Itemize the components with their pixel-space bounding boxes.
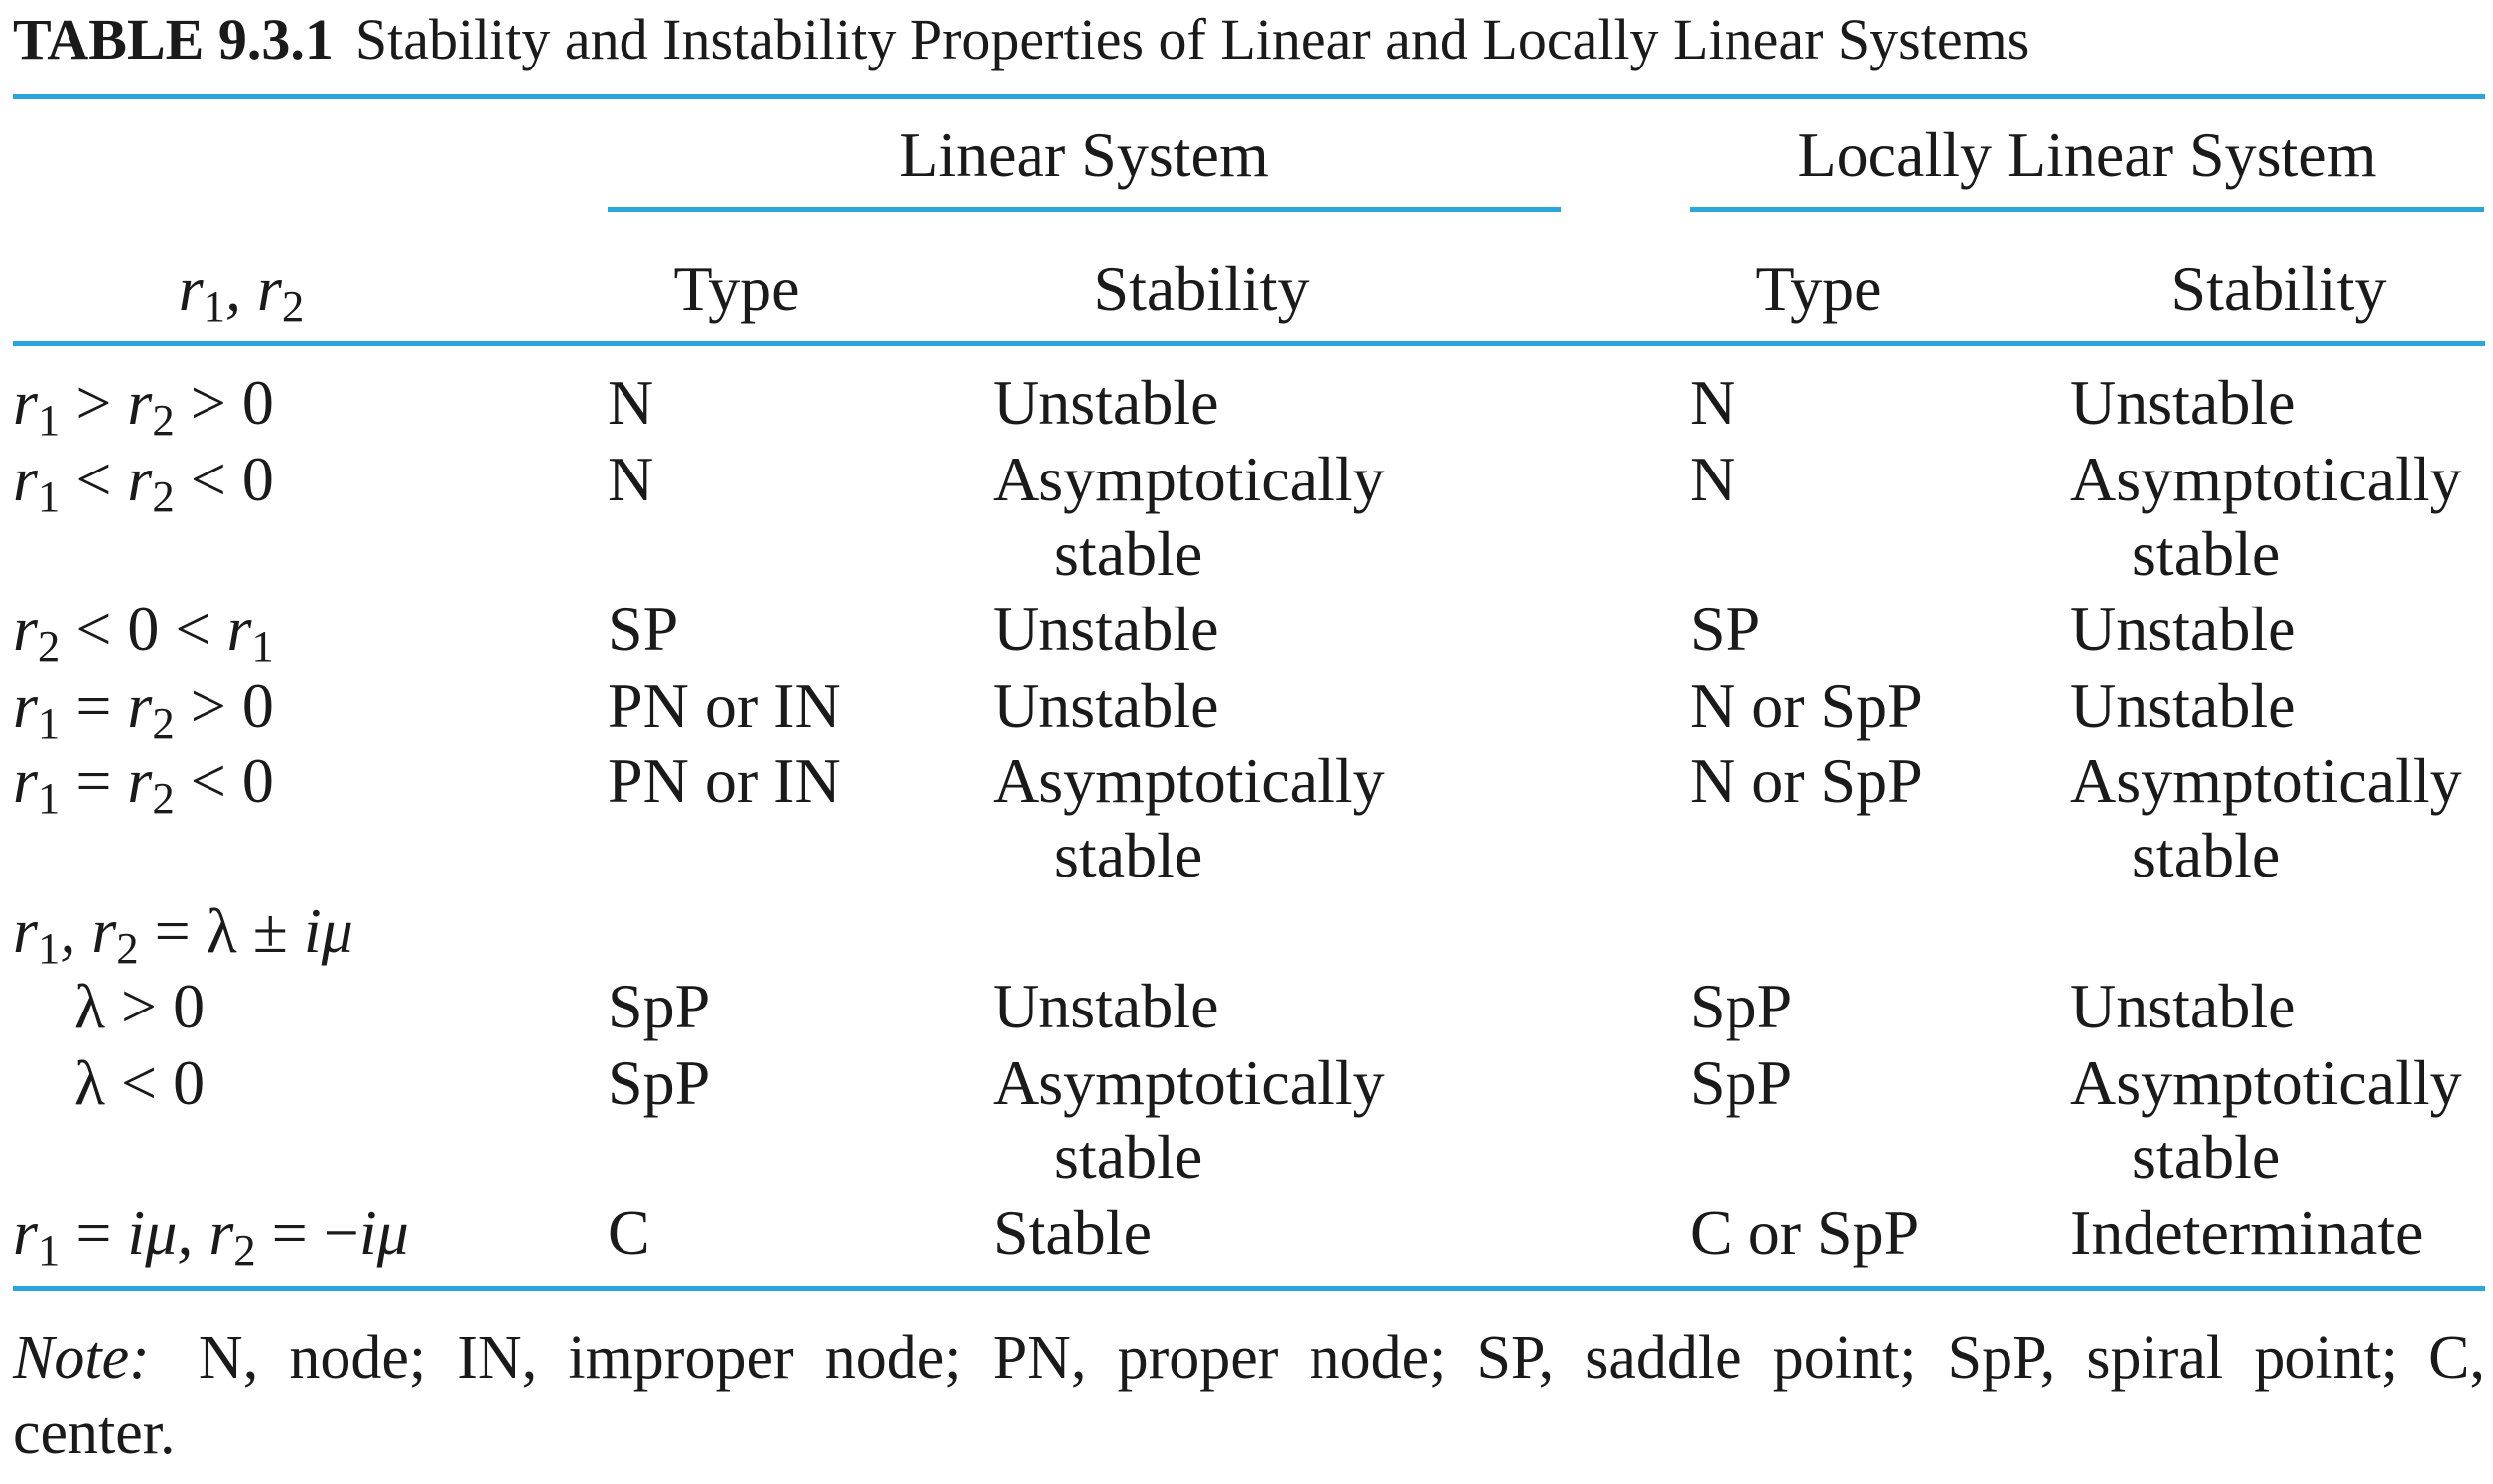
row-2-local-stability-line1: Asymptotically — [2070, 444, 2462, 514]
row-9-linear-type: C — [608, 1197, 650, 1268]
table-note — [13, 1320, 2485, 1471]
row-2-local-type: N — [1690, 444, 1736, 514]
row-4-roots: $r_1 = r_2 > 0$ — [13, 670, 274, 748]
row-2-local-stability-line2: stable — [2132, 518, 2281, 589]
row-7-local-type: SpP — [1690, 971, 1793, 1041]
row-5-roots: $r_1 = r_2 < 0$ — [13, 745, 274, 824]
row-1-local-stability: Unstable — [2070, 367, 2296, 438]
row-5-local-stability-line2: stable — [2132, 820, 2281, 890]
row-4-linear-type: PN or IN — [608, 670, 841, 741]
row-7-local-stability: Unstable — [2070, 971, 2296, 1041]
column-header-roots: $r_1$, $r_2$ — [178, 253, 305, 332]
group-rule-linear — [608, 207, 1561, 212]
row-4-linear-stability: Unstable — [993, 670, 1219, 741]
note-label: Note: — [13, 1324, 150, 1392]
row-5-linear-type: PN or IN — [608, 745, 841, 816]
table-number: TABLE 9.3.1 — [13, 7, 334, 71]
top-rule — [13, 94, 2485, 99]
row-3-local-type: SP — [1690, 594, 1761, 664]
row-7-linear-stability: Unstable — [993, 971, 1219, 1041]
row-9-roots: $r_1 = i\mu$, $r_2 = -i\mu$ — [13, 1197, 409, 1276]
header-rule — [13, 341, 2485, 346]
row-1-local-type: N — [1690, 367, 1736, 438]
row-8-linear-type: SpP — [608, 1047, 711, 1118]
group-rule-locally-linear — [1690, 207, 2484, 212]
row-8-local-stability-line2: stable — [2132, 1122, 2281, 1192]
row-3-linear-type: SP — [608, 594, 679, 664]
row-9-local-stability: Indeterminate — [2070, 1197, 2424, 1268]
column-header-local-stability: Stability — [2170, 253, 2387, 324]
row-5-local-stability-line1: Asymptotically — [2070, 745, 2462, 816]
row-1-linear-type: N — [608, 367, 654, 438]
row-8-linear-stability-line1: Asymptotically — [993, 1047, 1385, 1118]
column-header-linear-type: Type — [673, 253, 800, 324]
row-8-linear-stability-line2: stable — [1054, 1122, 1203, 1192]
column-header-local-type: Type — [1755, 253, 1882, 324]
column-header-linear-stability: Stability — [1093, 253, 1310, 324]
row-8-local-type: SpP — [1690, 1047, 1793, 1118]
row-3-roots: $r_2 < 0 < r_1$ — [13, 594, 274, 672]
row-2-roots: $r_1 < r_2 < 0$ — [13, 444, 274, 522]
row-5-local-type: N or SpP — [1690, 745, 1923, 816]
table-title: Stability and Instability Properties of Linear and Locally Linear Systems — [354, 7, 2030, 71]
row-4-local-stability: Unstable — [2070, 670, 2296, 741]
note-text: N, node; IN, improper node; PN, proper node; SP, saddle point; SpP, spiral point; C, center. — [13, 1324, 2486, 1467]
group-header-locally-linear: Locally Linear System — [1797, 119, 2377, 190]
row-5-linear-stability-line2: stable — [1054, 820, 1203, 890]
row-9-linear-stability: Stable — [993, 1197, 1152, 1268]
row-4-local-type: N or SpP — [1690, 670, 1923, 741]
row-7-linear-type: SpP — [608, 971, 711, 1041]
row-6-roots: $r_1$, $r_2 = \lambda \pm i\mu$ — [13, 895, 353, 974]
row-7-roots: λ > 0 — [74, 971, 206, 1041]
bottom-rule — [13, 1286, 2485, 1291]
row-2-linear-stability-line2: stable — [1054, 518, 1203, 589]
row-8-roots: λ < 0 — [74, 1047, 206, 1118]
row-2-linear-stability-line1: Asymptotically — [993, 444, 1385, 514]
row-3-local-stability: Unstable — [2070, 594, 2296, 664]
row-9-local-type: C or SpP — [1690, 1197, 1920, 1268]
row-8-local-stability-line1: Asymptotically — [2070, 1047, 2462, 1118]
row-1-linear-stability: Unstable — [993, 367, 1219, 438]
row-3-linear-stability: Unstable — [993, 594, 1219, 664]
group-header-linear: Linear System — [900, 119, 1269, 190]
row-2-linear-type: N — [608, 444, 654, 514]
row-1-roots: $r_1 > r_2 > 0$ — [13, 367, 274, 446]
table-caption — [13, 0, 2029, 79]
row-5-linear-stability-line1: Asymptotically — [993, 745, 1385, 816]
